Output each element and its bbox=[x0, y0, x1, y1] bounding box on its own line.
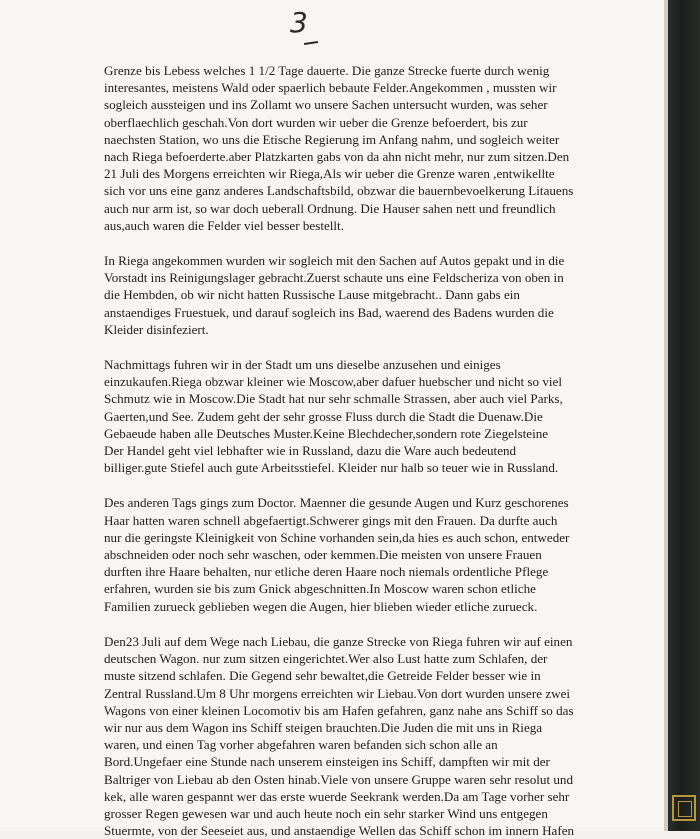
text-line: naechsten Station, wo uns die Etische Regierung im Anfang nahm, und sogleich weiter bbox=[104, 131, 560, 147]
text-line: anstaendiges Fruestuek, und darauf sogleich ins Bad, waerend des Badens wurden die bbox=[104, 304, 554, 320]
text-line: Des anderen Tags gings zum Doctor. Maenner die gesunde Augen und Kurz geschorenes bbox=[104, 495, 569, 511]
text-line: interesantes, meistens Wald oder spaerlich bebaute Felder.Angekommen , mussten wir bbox=[104, 80, 557, 96]
text-line: die Hembden, ob wir nicht hatten Russische Lause mitgebracht.. Dann gabs ein bbox=[104, 287, 520, 303]
text-line: auch nur arm ist, so war doch ueberall Ordnung. Die Hauser sahen nett und freundlich bbox=[104, 200, 556, 216]
text-line: Nachmittags fuhren wir in der Stadt um uns dieselbe anzusehen und einiges bbox=[104, 357, 501, 373]
text-line: Schmutz wie in Moscow.Die Stadt hat nur sehr schmalle Strassen, aber auch viel Parks, bbox=[104, 391, 563, 407]
text-line: aus,auch waren die Felder viel besser bestellt. bbox=[104, 217, 344, 233]
paragraph bbox=[104, 62, 609, 234]
text-line: erfahren, wurden sie bis zum Gnick abgeschnitten.In Moscow waren schon etliche bbox=[104, 581, 536, 597]
text-line: sich vor uns eine ganz anderes Landschaftsbild, obzwar die bauernbevoelkerung Litauens bbox=[104, 183, 574, 199]
text-line: abschneiden oder noch sehr waschen, oder kemmen.Die meisten von unsere Frauen bbox=[104, 547, 542, 563]
text-line: Kleider disinfeziert. bbox=[104, 321, 209, 337]
text-line: Haar hatten waren schnell abgefaertigt.Schwerer gings mit den Frauen. Da durfte auch bbox=[104, 512, 558, 528]
text-line: Den23 Juli auf dem Wege nach Liebau, die ganze Strecke von Riega fuhren wir auf einen bbox=[104, 633, 573, 649]
text-line: einzukaufen.Riega obzwar kleiner wie Moscow,aber dafuer huebscher und nicht so viel bbox=[104, 374, 562, 390]
text-line: 21 Juli des Morgens erreichten wir Riega,Als wir ueber die Grenze waren ,entwikellte bbox=[104, 166, 555, 182]
paragraph bbox=[104, 252, 609, 338]
paragraph bbox=[104, 356, 609, 476]
text-line: In Riega angekommen wurden wir sogleich mit den Sachen auf Autos gepakt und in die bbox=[104, 253, 565, 269]
text-line: Familien zurueck geblieben wegen die Augen, hier blieben wieder etliche zurueck. bbox=[104, 598, 538, 614]
text-line: waren, und einen Tag vorher abgefahren waren befanden sich schon alle an bbox=[104, 737, 498, 753]
text-line: grosser Regen gewesen war und auch heute noch ein sehr starker Wind uns entgegen bbox=[104, 805, 548, 821]
binder-ornament bbox=[672, 795, 696, 821]
text-line: billiger.gute Stiefel auch gute Arbeitsstiefel. Kleider nur halb so teuer wie in Russland. bbox=[104, 460, 559, 476]
paragraph bbox=[104, 633, 609, 839]
text-line: muste sitzend schlafen. Die Gegend sehr bewaltet,die Getreide Felder besser wie in bbox=[104, 668, 541, 684]
text-line: kek, alle waren gespannt wer das erste wuerde Seekrank werden.Da am Tage vorher sehr bbox=[104, 788, 570, 804]
text-line: Bord.Ungefaer eine Stunde nach unserem einsteigen ins Schiff, dampften wir mit der bbox=[104, 754, 550, 770]
text-line: Der Handel geht viel lebhafter wie in Russland, dazu die Ware auch bedeutend bbox=[104, 443, 517, 459]
text-line: deutschen Wagon. nur zum sitzen eingerichtet.Wer also Lust hatte zum Schlafen, der bbox=[104, 651, 548, 667]
text-line: wir nur aus dem Wagon ins Schiff steigen brauchten.Die Juden die mit uns in Riega bbox=[104, 719, 543, 735]
text-line: Gaerten,und See. Zudem geht der sehr grosse Fluss durch die Stadt die Duenaw.Die bbox=[104, 408, 543, 424]
text-line: nur die geringste Kleinigkeit von Schine vorhanden sein,da hies es auch schon, entweder bbox=[104, 529, 570, 545]
text-line: Baltriger von Liebau ab den Osten hinab.Viele von unsere Gruppe waren sehr resolut und bbox=[104, 771, 573, 787]
text-line: Vorstadt ins Reinigungslager gebracht.Zuerst schaute uns eine Feldscheriza von oben in bbox=[104, 270, 564, 286]
text-line: sogleich aussteigen und ins Zollamt wo unsere Sachen untersucht wurden, was seher bbox=[104, 97, 548, 113]
text-line: durften ihre Haare behalten, nur etliche deren Haare noch niemals ordentliche Pflege bbox=[104, 564, 549, 580]
paragraph bbox=[104, 494, 609, 614]
document-text bbox=[104, 62, 609, 839]
text-line: Wagons von einer kleinen Locomotiv bis am Hafen gefahren, ganz nahe ans Schiff so das bbox=[104, 702, 574, 718]
text-line: Grenze bis Lebess welches 1 1/2 Tage dauerte. Die ganze Strecke fuerte durch wenig bbox=[104, 63, 550, 78]
page-number: 3 bbox=[290, 6, 309, 39]
text-line: Gebaeude haben alle Deutsches Muster.Keine Blechdecher,sondern rote Ziegelsteine bbox=[104, 425, 549, 441]
text-line: nach Riega befoerderte.aber Platzkarten gabs von da ahn nicht mehr, nur zum sitzen.Den bbox=[104, 149, 570, 165]
binder-spine bbox=[668, 0, 700, 831]
text-line: oberflaechlich geschah.Von dort wurden wir ueber die Grenze befoerdert, bis zur bbox=[104, 114, 528, 130]
text-line: Stuermte, von der Seeseiet aus, und anstaendige Wellen das Schiff schon im innern Hafen bbox=[104, 823, 575, 839]
text-line: Zentral Russland.Um 8 Uhr morgens erreichten wir Liebau.Von dort wurden unsere zwei bbox=[104, 685, 571, 701]
